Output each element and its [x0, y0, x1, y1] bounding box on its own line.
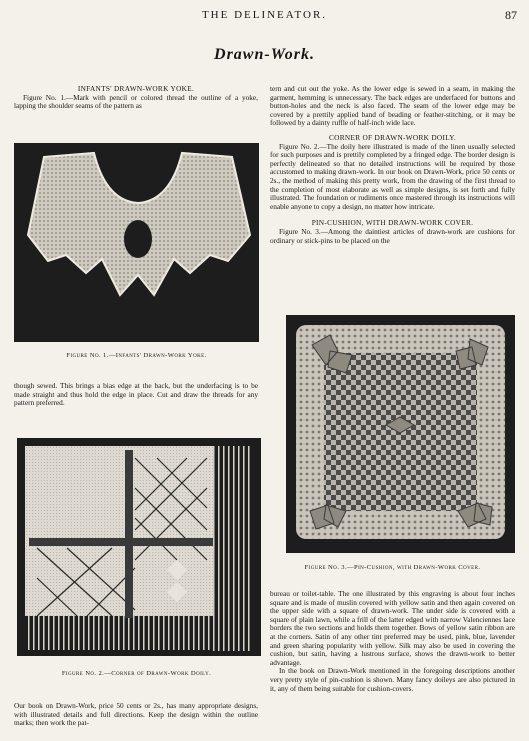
- page-number: 87: [505, 8, 517, 22]
- left-column-middle: [14, 382, 258, 408]
- yoke-paragraph-2: though sewed. This brings a bias edge at the back, but the underfacing is to be made straight and thus hold the edge in place. Cut and draw the threads for any pattern preferred.: [14, 381, 258, 408]
- right-column-bottom: [270, 590, 515, 693]
- yoke-paragraph-1: Figure No. 1.—Mark with pencil or colored thread the outline of a yoke, lapping the shoulder seams of the pattern as: [14, 92, 258, 111]
- yoke-continuation: tern and cut out the yoke. As the lower edge is sewed in a seam, in making the garment, hemming is unnecessary. The back edges are underfaced for buttons and button-holes and the neck is also faced. The seam of the lower edge may be covered by a prettily applied band of beading or feather-stitching, or it may be followed by a dainty ruffle of half-inch wide lace.: [270, 84, 515, 128]
- cushion-heading: PIN-CUSHION, WITH DRAWN-WORK COVER.: [311, 218, 474, 228]
- figure-3-pin-cushion-photo: [286, 315, 515, 553]
- running-title: THE DELINEATOR.: [201, 9, 328, 21]
- figure-3-caption: Figure No. 3.—Pin-Cushion, with Drawn-Work Cover.: [304, 564, 481, 571]
- figure-2-caption: Figure No. 2.—Corner of Drawn-Work Doily.: [61, 670, 212, 677]
- yoke-heading: INFANTS' DRAWN-WORK YOKE.: [77, 84, 195, 93]
- yoke-neck-opening: [124, 220, 152, 258]
- figure-1-caption: Figure No. 1.—Infants' Drawn-Work Yoke.: [66, 352, 207, 359]
- figure-1-yoke-photo: [14, 143, 259, 342]
- cushion-paragraph-3: In the book on Drawn-Work mentioned in the foregoing descriptions another very pretty style of pin-cushion is shown. Many fancy doileys are also pictured in it, any of them being suitable for cushion-covers.: [270, 666, 515, 693]
- page-title: Drawn-Work.: [214, 46, 315, 63]
- yoke-paragraph-3: Our book on Drawn-Work, price 50 cents or 2s., has many appropriate designs, with illustrated details and full directions. Keep the design within the outline marks; then work the pat-: [14, 701, 258, 728]
- right-column-top: [270, 85, 515, 245]
- left-column-bottom: [14, 702, 258, 728]
- cushion-paragraph-1: Figure No. 3.—Among the daintiest articles of drawn-work are cushions for ordinary or stick-pins to be placed on the: [270, 226, 515, 245]
- cushion-paragraph-2: bureau or toilet-table. The one illustrated by this engraving is about four inches square and is made of muslin covered with yellow satin and then again covered on the upper side with a square of drawn-work. The under side is covered with a square of plain lawn, while a frill of the latter edged with narrow Valenciennes lace borders the two sections and holds them together. Bows of yellow satin ribbon are at the corners. Satin of any other tint preferred may be used, pink, blue, lavender and green sharing popularity with yellow. Silk may also be used in covering the cushion, but satin, having a lustrous surface, shows the drawn-work to better advantage.: [270, 589, 515, 667]
- doily-paragraph: Figure No. 2.—The doily here illustrated is made of the linen usually selected for such purposes and is prettily completed by a fringed edge. The border design is perfectly delineated so that no detailed instructions will be required by those accustomed to making drawn-work. In our book on Drawn-Work, price 50 cents or 2s., the method of making this pretty work, from the drawing of the first thread to the completion of most elaborate as well as simple designs, is set forth and fully illustrated. The foundation or rudiments once mastered through its instructions will enable anyone to copy a design, no matter how intricate.: [270, 141, 515, 211]
- doily-heading: CORNER OF DRAWN-WORK DOILY.: [328, 132, 457, 142]
- figure-2-doily-photo: [17, 438, 261, 656]
- left-column-top: [14, 85, 258, 111]
